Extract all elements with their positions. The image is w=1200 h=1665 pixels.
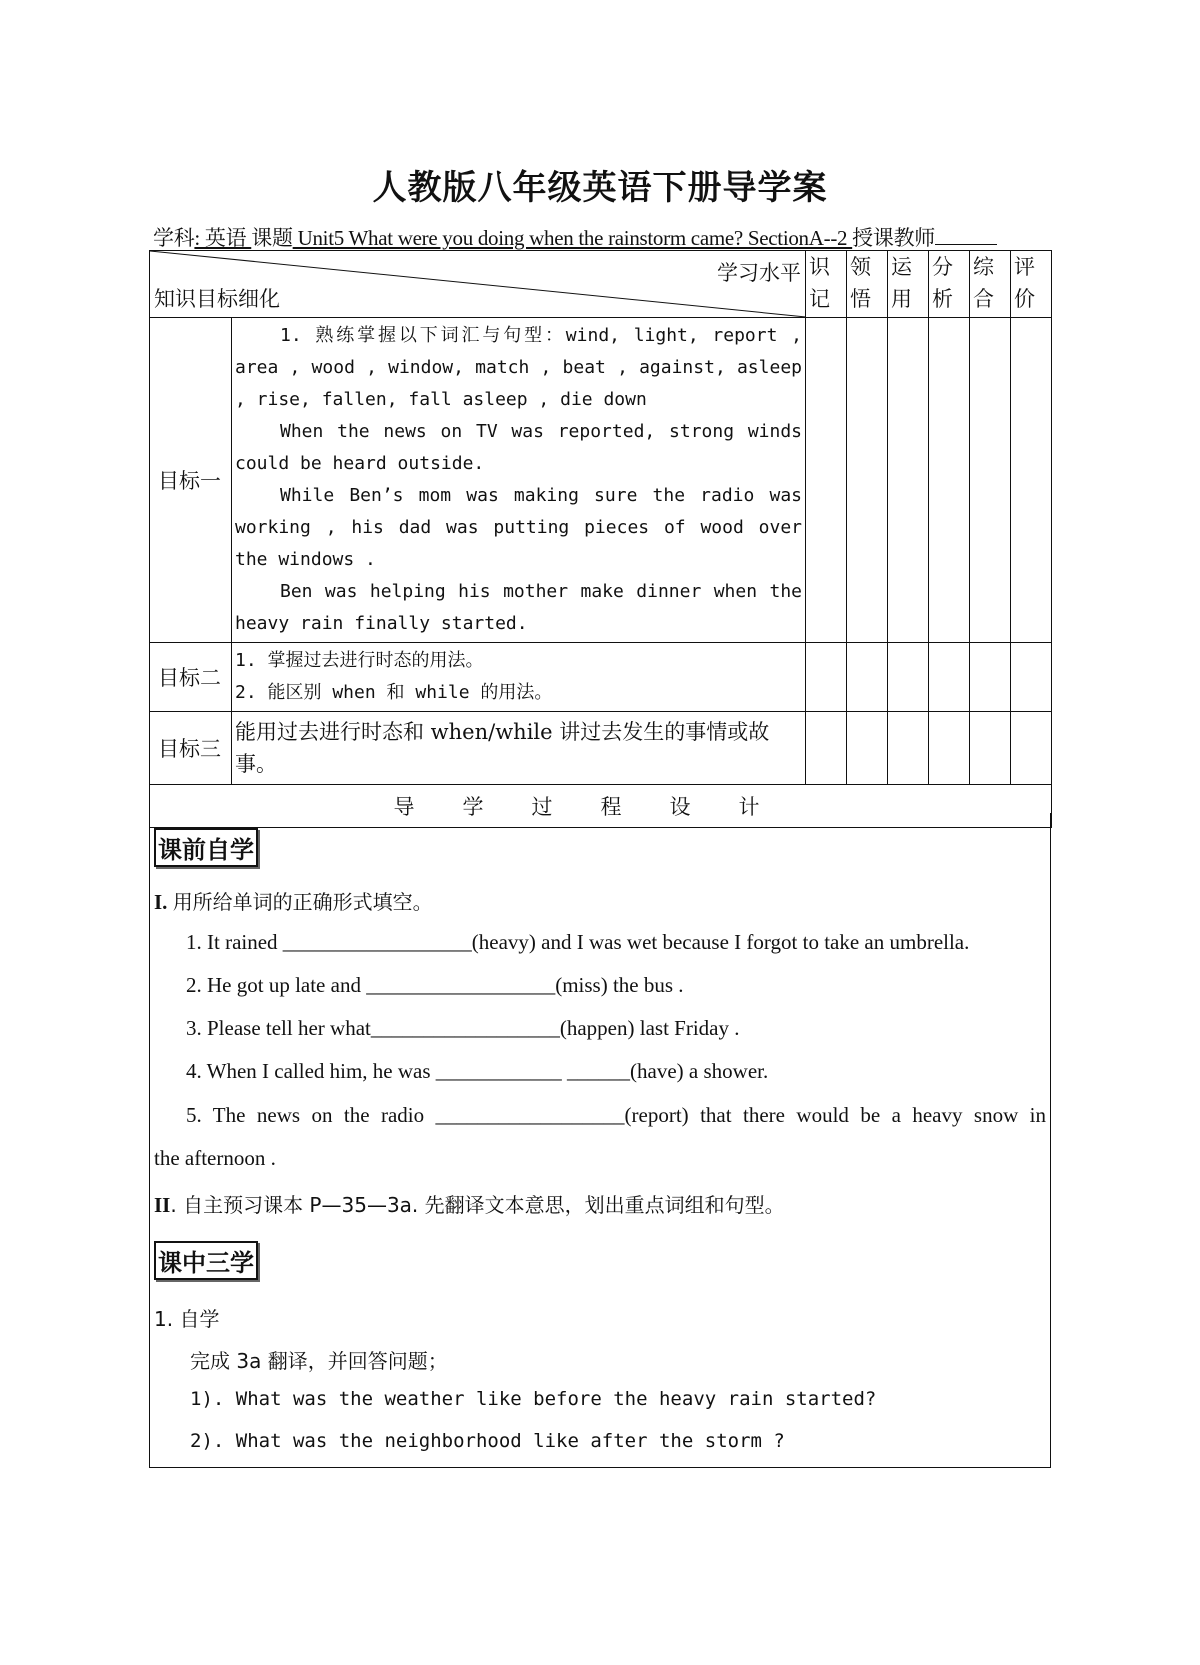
level-cell [806, 318, 847, 643]
goal-row-1 [150, 318, 1052, 643]
col-header-3 [888, 251, 929, 318]
goal-3-content [232, 712, 806, 785]
col-header-4 [929, 251, 970, 318]
goal-1-para-2: When the news on TV was reported, strong winds could be heard outside. [235, 421, 802, 474]
question-1: 1). What was the weather like before the heavy rain started? [190, 1388, 877, 1410]
level-cell [970, 712, 1011, 785]
goal-row-2 [150, 643, 1052, 712]
teacher-blank [935, 226, 997, 245]
subject-value: : 英语 [194, 226, 252, 250]
goal-2-label: 目标二 [150, 643, 232, 712]
level-cell [970, 643, 1011, 712]
knowledge-header: 知识目标细化 [154, 287, 280, 311]
topic-value: Unit5 What were you doing when the rainstorm came? SectionA--2 [292, 226, 853, 250]
topic-label: 课题 [251, 226, 293, 250]
goal-1-content [232, 318, 806, 643]
goal-3-para-1: 能用过去进行时态和 when/while 讲过去发生的事情或故事。 [235, 720, 770, 776]
goal-1-label: 目标一 [150, 318, 232, 643]
col-header-5-text: 综合 [973, 255, 994, 311]
col-header-1 [806, 251, 847, 318]
design-header: 导学过程设计 [150, 785, 1052, 828]
goal-row-3 [150, 712, 1052, 785]
col-header-2-text: 领悟 [850, 255, 871, 311]
teacher-label: 授课教师 [852, 226, 935, 250]
level-cell [888, 643, 929, 712]
subject-label: 学科 [153, 226, 195, 250]
level-cell [806, 712, 847, 785]
goal-1-para-3: While Ben’s mom was making sure the radio was working , his dad was putting pieces of wood over the windows . [235, 485, 802, 570]
table-header-row [150, 251, 1052, 318]
guide-process-box [149, 813, 1051, 1468]
subject-line [153, 222, 997, 252]
goal-2-para-1: 1. 掌握过去进行时态的用法。 [235, 650, 484, 671]
objectives-table [149, 250, 1052, 828]
inclass-heading: 课中三学 [154, 1241, 258, 1280]
exercise-item-3: 3. Please tell her what__________________(happen) last Friday . [186, 1016, 740, 1040]
level-cell [1011, 318, 1052, 643]
goal-1-para-1: 1. 熟练掌握以下词汇与句型：wind, light, report , area , wood , window, match , beat , against, asleep , rise, fallen, fall asleep , die down [235, 325, 802, 410]
part-2-text: . 自主预习课本 P—35—3a. 先翻译文本意思，划出重点词组和句型。 [170, 1193, 785, 1217]
level-cell [847, 643, 888, 712]
level-cell [806, 643, 847, 712]
col-header-5 [970, 251, 1011, 318]
level-cell [847, 318, 888, 643]
exercise-item-4: 4. When I called him, he was ____________ ______(have) a shower. [186, 1059, 769, 1083]
col-header-3-text: 运用 [891, 255, 912, 311]
level-cell [888, 318, 929, 643]
goal-1-para-4: Ben was helping his mother make dinner when the heavy rain finally started. [235, 581, 802, 634]
part-2-line [154, 1189, 785, 1218]
exercise-item-1: 1. It rained __________________(heavy) and I was wet because I forgot to take an umbrella. [186, 930, 970, 954]
part-1-text: 用所给单词的正确形式填空。 [172, 890, 433, 914]
exercise-item-5-cont: the afternoon . [154, 1146, 276, 1170]
level-cell [970, 318, 1011, 643]
col-header-2 [847, 251, 888, 318]
col-header-6-text: 评价 [1014, 255, 1035, 311]
instruction-text: 完成 3a 翻译，并回答问题； [190, 1349, 448, 1373]
diagonal-header-cell [150, 251, 806, 318]
goal-2-para-2: 2. 能区别 when 和 while 的用法。 [235, 682, 553, 703]
level-header: 学习水平 [717, 261, 801, 285]
level-cell [929, 712, 970, 785]
step-1-label: 1. 自学 [154, 1307, 220, 1331]
exercise-item-2: 2. He got up late and __________________(miss) the bus . [186, 973, 684, 997]
goal-2-content [232, 643, 806, 712]
level-cell [929, 643, 970, 712]
level-cell [847, 712, 888, 785]
part-1-title [154, 886, 433, 915]
col-header-4-text: 分析 [932, 255, 953, 311]
preclass-heading: 课前自学 [154, 828, 258, 867]
level-cell [929, 318, 970, 643]
level-cell [888, 712, 929, 785]
part-1-num: I. [154, 890, 168, 914]
page-title: 人教版八年级英语下册导学案 [372, 168, 828, 208]
col-header-6 [1011, 251, 1052, 318]
goal-3-label: 目标三 [150, 712, 232, 785]
level-cell [1011, 712, 1052, 785]
level-cell [1011, 643, 1052, 712]
exercise-item-5: 5. The news on the radio __________________(report) that there would be a heavy snow in [186, 1103, 1046, 1127]
part-2-num: II [154, 1193, 171, 1217]
question-2: 2). What was the neighborhood like after the storm ? [190, 1430, 785, 1452]
col-header-1-text: 识记 [809, 255, 830, 311]
